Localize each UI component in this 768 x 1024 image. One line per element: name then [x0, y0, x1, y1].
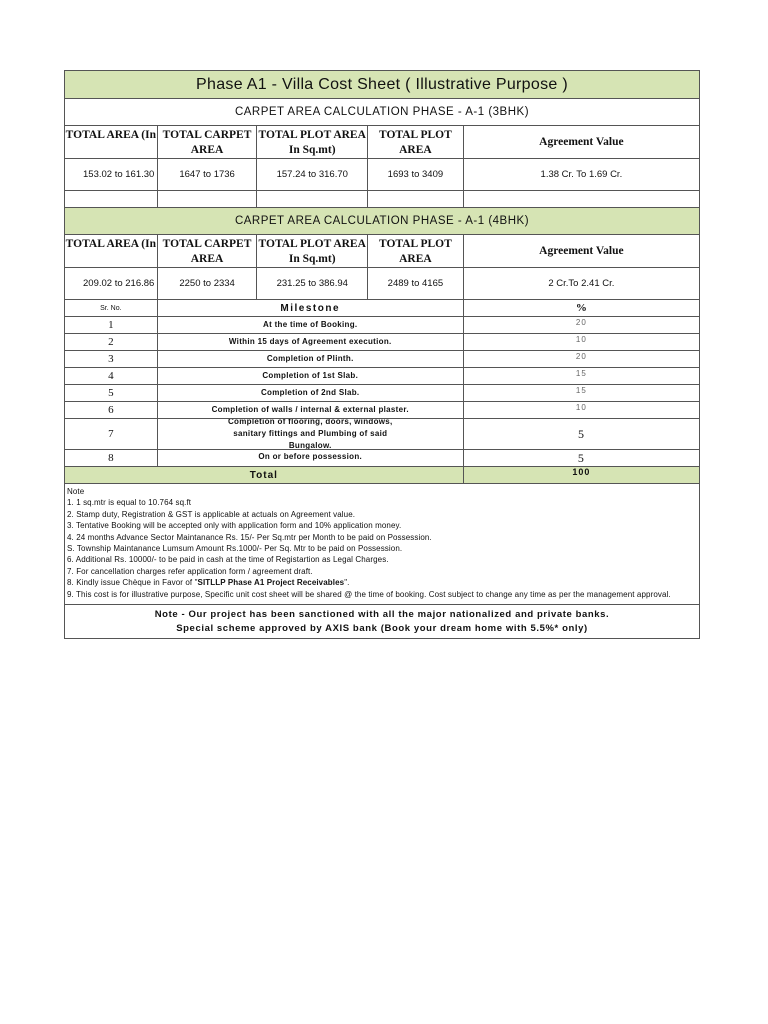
- milestone-row: [65, 351, 699, 368]
- note-item: 3. Tentative Booking will be accepted only with application form and 10% application money.: [67, 521, 402, 531]
- page-title: Phase A1 - Villa Cost Sheet ( Illustrative Purpose ): [196, 75, 568, 93]
- total-label: Total: [65, 467, 464, 483]
- section-4bhk-values-row: [65, 268, 699, 300]
- milestone-sr: 5: [65, 385, 158, 401]
- value-plot-area-sqmt: 157.24 to 316.70: [257, 159, 368, 190]
- header-total-plot-area-sqmt: TOTAL PLOT AREA In Sq.mt): [257, 126, 368, 158]
- section-3bhk-values-row: [65, 159, 699, 191]
- milestone-sr: 8: [65, 450, 158, 466]
- empty-cell: [257, 191, 368, 207]
- spacer-row: [65, 191, 699, 208]
- notes-row: [65, 484, 699, 605]
- footer-row: [65, 605, 699, 638]
- milestone-percent: 10: [575, 403, 587, 412]
- milestone-row: [65, 368, 699, 385]
- section-3bhk-header-row: [65, 126, 699, 159]
- milestone-sr: 3: [65, 351, 158, 367]
- milestone-sr: 1: [65, 317, 158, 333]
- header-total-area: TOTAL AREA (In: [65, 235, 158, 267]
- milestone-row: [65, 385, 699, 402]
- note-item: S. Township Maintanance Lumsum Amount Rs.1000/- Per Sq. Mtr to be paid on Possession.: [67, 544, 403, 554]
- header-percent: %: [575, 302, 587, 314]
- header-sr-no: Sr. No.: [65, 300, 158, 316]
- section-4bhk-heading: CARPET AREA CALCULATION PHASE - A-1 (4BHK): [234, 215, 530, 227]
- cost-sheet-table: [64, 70, 700, 639]
- header-agreement-value: Agreement Value: [539, 135, 624, 148]
- milestone-text: Completion of 1st Slab.: [158, 368, 464, 384]
- note-item: 2. Stamp duty, Registration & GST is applicable at actuals on Agreement value.: [67, 509, 356, 519]
- value-agreement: 2 Cr.To 2.41 Cr.: [548, 278, 615, 289]
- value-total-area: 153.02 to 161.30: [65, 159, 158, 190]
- payee-name: SITLLP Phase A1 Project Receivables: [197, 578, 345, 588]
- milestone-sr: 6: [65, 402, 158, 418]
- milestone-percent: 15: [575, 369, 587, 378]
- note-item: 9. This cost is for illustrative purpose, Specific unit cost sheet will be shared @ the time of booking. Cost subject to change any time as per the management approval.: [67, 589, 671, 599]
- header-agreement-value: Agreement Value: [539, 244, 624, 257]
- empty-cell: [464, 191, 699, 207]
- value-carpet-area: 1647 to 1736: [158, 159, 258, 190]
- milestone-text: Completion of 2nd Slab.: [158, 385, 464, 401]
- header-total-plot-area: TOTAL PLOT AREA: [368, 235, 464, 267]
- milestone-row: [65, 419, 699, 450]
- footer-line-axis: Special scheme approved by AXIS bank (Book your dream home with 5.5%* only): [176, 622, 588, 634]
- note-item-cheque-prefix: 8. Kindly issue Chèque in Favor of ": [67, 578, 198, 588]
- milestone-text: Completion of walls / internal & external plaster.: [158, 402, 464, 418]
- section-3bhk-heading-row: [65, 99, 699, 126]
- milestone-text: Completion of Plinth.: [158, 351, 464, 367]
- footer-note: [65, 605, 699, 638]
- note-item: 7. For cancellation charges refer application form / agreement draft.: [67, 566, 313, 576]
- milestone-text: At the time of Booking.: [158, 317, 464, 333]
- milestone-percent: 5: [577, 426, 585, 441]
- notes-block: [65, 484, 673, 604]
- title-row: [65, 71, 699, 99]
- note-item: 4. 24 months Advance Sector Maintanance Rs. 15/- Per Sq.mtr per Month to be paid on Possession.: [67, 532, 432, 542]
- value-plot-area-sqmt: 231.25 to 386.94: [257, 268, 368, 299]
- milestone-percent: 20: [575, 318, 587, 327]
- header-total-plot-area-sqmt: TOTAL PLOT AREA In Sq.mt): [257, 235, 368, 267]
- section-4bhk-heading-row: [65, 208, 699, 235]
- note-item-cheque-suffix: ".: [344, 578, 350, 588]
- header-total-area: TOTAL AREA (In: [65, 126, 158, 158]
- value-agreement: 1.38 Cr. To 1.69 Cr.: [540, 169, 623, 180]
- milestone-percent: 5: [577, 450, 585, 465]
- milestone-text: On or before possession.: [158, 450, 464, 466]
- header-milestone: Milestone: [158, 300, 464, 316]
- milestone-percent: 10: [575, 335, 587, 344]
- value-carpet-area: 2250 to 2334: [158, 268, 258, 299]
- milestone-header-row: [65, 300, 699, 317]
- empty-cell: [158, 191, 258, 207]
- milestone-text: Completion of flooring, doors, windows, sanitary fittings and Plumbing of said Bungalow.: [158, 419, 464, 449]
- note-item: 1. 1 sq.mtr is equal to 10.764 sq.ft: [67, 498, 192, 508]
- empty-cell: [368, 191, 464, 207]
- section-3bhk-heading: CARPET AREA CALCULATION PHASE - A-1 (3BHK): [234, 106, 530, 118]
- total-value: 100: [572, 467, 591, 477]
- value-total-area: 209.02 to 216.86: [65, 268, 158, 299]
- milestone-row: [65, 402, 699, 419]
- milestone-sr: 7: [65, 419, 158, 449]
- footer-line-banks: Note - Our project has been sanctioned with all the major nationalized and private banks.: [154, 608, 610, 620]
- milestone-sr: 4: [65, 368, 158, 384]
- notes-heading: Note: [67, 487, 85, 496]
- milestone-row: [65, 317, 699, 334]
- header-total-carpet-area: TOTAL CARPET AREA: [158, 235, 258, 267]
- section-4bhk-header-row: [65, 235, 699, 268]
- milestone-row: [65, 334, 699, 351]
- total-row: [65, 467, 699, 484]
- empty-cell: [65, 191, 158, 207]
- value-plot-area: 2489 to 4165: [368, 268, 464, 299]
- milestone-row: [65, 450, 699, 467]
- value-plot-area: 1693 to 3409: [368, 159, 464, 190]
- header-total-carpet-area: TOTAL CARPET AREA: [158, 126, 258, 158]
- note-item-cheque: [67, 577, 671, 588]
- milestone-text: Within 15 days of Agreement execution.: [158, 334, 464, 350]
- milestone-percent: 20: [575, 352, 587, 361]
- note-item: 6. Additional Rs. 10000/- to be paid in cash at the time of Registartion as Legal Charges.: [67, 555, 389, 565]
- header-total-plot-area: TOTAL PLOT AREA: [368, 126, 464, 158]
- milestone-sr: 2: [65, 334, 158, 350]
- milestone-percent: 15: [575, 386, 587, 395]
